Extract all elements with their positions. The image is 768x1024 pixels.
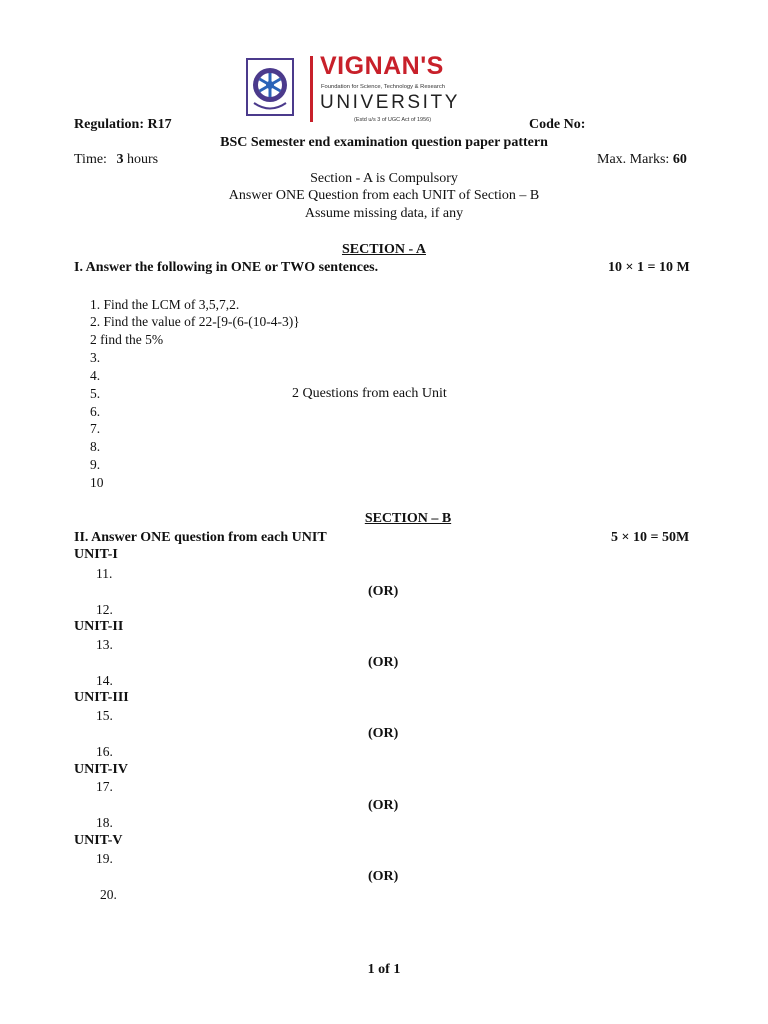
unit-heading: UNIT-IV [74,762,128,777]
unit-heading: UNIT-I [74,547,118,562]
unit-heading: UNIT-V [74,833,123,848]
section-b-marks: 5 × 10 = 50M [611,530,690,545]
unit-question: 13. [96,637,113,652]
unit-question: 14. [96,673,113,688]
list-item: 1. Find the LCM of 3,5,7,2. [90,297,240,312]
list-item: 6. [90,404,101,419]
time-label: Time: [74,152,107,167]
exam-title: BSC Semester end examination question paper pattern [220,135,548,150]
time-info [74,152,158,168]
unit-question: 16. [96,744,113,759]
or-separator: (OR) [368,798,399,813]
list-item: 7. [90,421,101,436]
section-a-instruction: I. Answer the following in ONE or TWO sentences. [74,260,379,275]
unit-heading: UNIT-III [74,690,129,705]
list-item: 5. [90,386,101,401]
or-separator: (OR) [368,584,399,599]
section-b-heading: SECTION – B [364,511,452,526]
list-item: 9. [90,457,101,472]
logo-tagline: Foundation for Science, Technology & Research [321,84,445,90]
list-item: 2 find the 5% [90,332,164,347]
instruction-2: Answer ONE Question from each UNIT of Section – B [228,188,540,203]
logo-name: VIGNAN'S [320,52,444,80]
logo-divider [310,56,313,122]
time-value: 3 [116,152,124,167]
time-unit: hours [126,152,159,167]
logo-estd: (Estd u/s 3 of UGC Act of 1956) [354,117,432,123]
page-number: 1 of 1 [367,962,401,977]
or-separator: (OR) [368,726,399,741]
unit-question: 15. [96,708,113,723]
or-separator: (OR) [368,655,399,670]
list-item: 8. [90,439,101,454]
list-item: 10 [90,475,104,490]
section-a-note: 2 Questions from each Unit [292,386,447,401]
instruction-1: Section - A is Compulsory [310,171,458,186]
unit-question: 18. [96,815,113,830]
unit-question: 12. [96,602,113,617]
unit-heading: UNIT-II [74,619,124,634]
logo-university: UNIVERSITY [320,92,461,113]
or-separator: (OR) [368,869,399,884]
section-b-instruction: II. Answer ONE question from each UNIT [74,530,327,545]
max-marks [597,152,687,168]
unit-question: 11. [96,566,113,581]
university-logo [244,52,466,126]
unit-question: 19. [96,851,113,866]
university-emblem-icon [246,58,294,116]
section-a-marks: 10 × 1 = 10 M [608,260,690,275]
max-marks-value: 60 [672,152,687,167]
list-item: 4. [90,368,101,383]
section-a-heading: SECTION - A [341,242,427,257]
regulation: Regulation: R17 [74,117,172,132]
list-item: 2. Find the value of 22-[9-(6-(10-4-3)} [90,314,300,329]
unit-question: 17. [96,779,113,794]
instruction-3: Assume missing data, if any [304,206,464,221]
code-no: Code No: [529,117,586,132]
max-marks-label: Max. Marks: [597,152,670,167]
list-item: 3. [90,350,101,365]
unit-question: 20. [100,887,117,902]
